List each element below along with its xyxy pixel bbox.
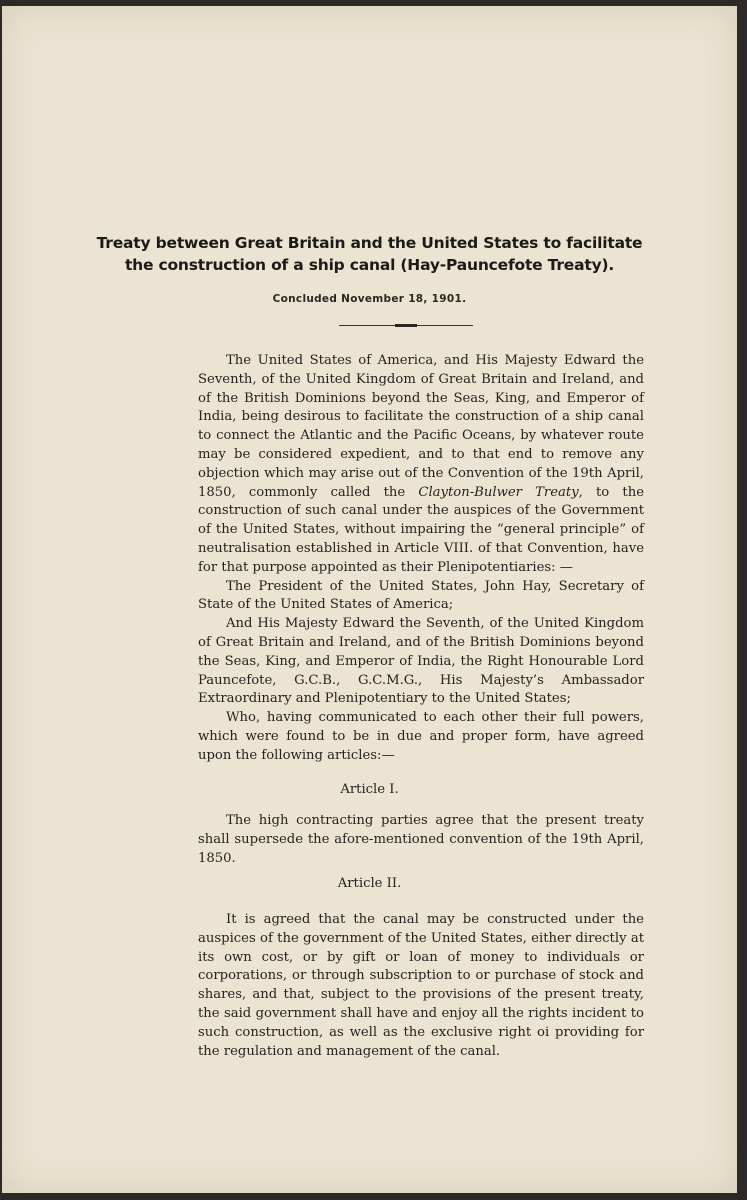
document-page xyxy=(2,6,737,1193)
title-line-1: Treaty between Great Britain and the United States to facilitate xyxy=(96,234,643,252)
article-2-block xyxy=(198,911,644,1061)
treaty-name-italic: Clayton-Bulwer Treaty xyxy=(418,484,579,500)
preamble-paragraph xyxy=(198,352,644,578)
title-line-2: the construction of a ship canal (Hay-Pauncefote Treaty). xyxy=(124,256,615,274)
preamble-part-1: The United States of America, and His Majesty Edward the Seventh, of the United Kingdom of Great Britain and Ireland, and of the British Dominions beyond the Seas, King, and Emperor of India, being desirous to facilitate the construction of a ship canal to connect the Atlantic and the Pacific Oceans, by whatever route may be considered expedient, and to that end to remove any objection which may arise out of the Convention of the 19th April, 1850, commonly called the xyxy=(198,353,644,500)
agreement-paragraph: Who, having communicated to each other their full powers, which were found to be in due and proper form, have agreed upon the following articles:— xyxy=(198,710,644,763)
document-title xyxy=(2,232,737,276)
plenipotentiary-uk: And His Majesty Edward the Seventh, of the United Kingdom of Great Britain and Ireland, and of the British Dominions beyond the Seas, King, and Emperor of India, the Right Honourable Lord Pauncefote, G.C.B., G.C.M.G., His Majesty’s Ambassador Extraordinary and Plenipotentiary to the United States; xyxy=(198,616,644,707)
preamble-block xyxy=(198,352,644,766)
preamble-part-2: , to the construction of such canal under the auspices of the Government of the United States, without impairing the “general principle” of neutralisation established in Article VIII. of that Convention, have for that purpose appointed as their Plenipotentiaries: — xyxy=(198,484,645,575)
plenipotentiary-us: The President of the United States, John Hay, Secretary of State of the United States of America; xyxy=(198,578,644,613)
article-2-heading: Article II. xyxy=(337,876,402,891)
article-1-block xyxy=(198,812,644,868)
article-1-heading: Article I. xyxy=(340,782,399,797)
concluded-date: Concluded November 18, 1901. xyxy=(272,293,467,305)
title-divider-mark xyxy=(395,324,417,327)
article-2-text: It is agreed that the canal may be constructed under the auspices of the government of the United States, either directly at its own cost, or by gift or loan of money to individuals or corporations, or through subscription to or purchase of stock and shares, and that, subject to the provisions of the present treaty, the said government shall have and enjoy all the rights incident to such construction, as well as the exclusive right oi providing for the regulation and management of the canal. xyxy=(198,912,644,1059)
article-1-text: The high contracting parties agree that the present treaty shall supersede the afore-mentioned convention of the 19th April, 1850. xyxy=(198,813,644,866)
